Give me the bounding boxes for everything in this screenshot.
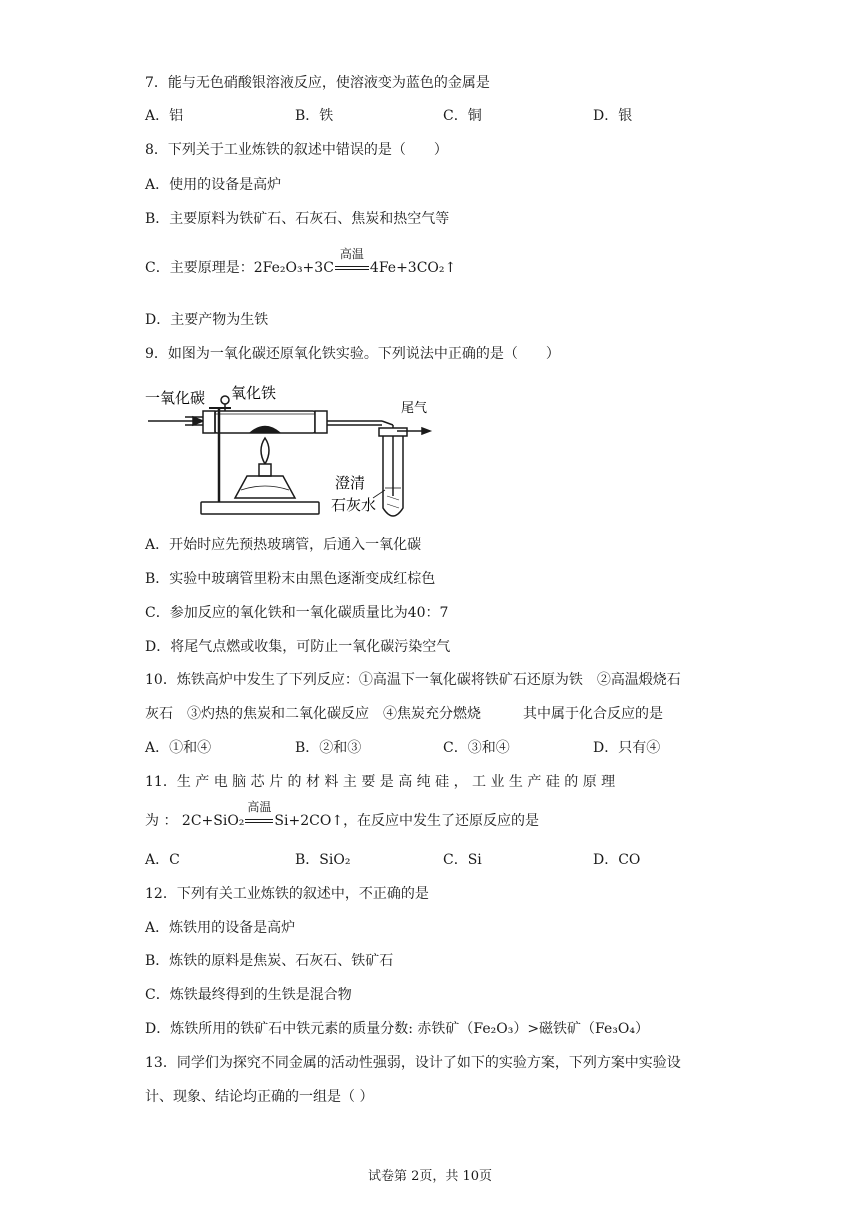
q8-stem: 8．下列关于工业炼铁的叙述中错误的是（ ） [145, 142, 448, 158]
q8-option-c [145, 247, 457, 278]
q12-option-a: A．炼铁用的设备是高炉 [145, 920, 296, 936]
q9-option-d: D．将尾气点燃或收集，可防止一氧化碳污染空气 [145, 639, 451, 655]
q7-option-d: D．银 [593, 108, 633, 124]
limewater-label-2: 石灰水 [331, 496, 377, 514]
q9-option-b: B．实验中玻璃管里粉末由黑色逐渐变成红棕色 [145, 571, 436, 587]
q8-equation-left: 2Fe₂O₃+3C [253, 260, 334, 276]
q13-stem-line1: 13．同学们为探究不同金属的活动性强弱，设计了如下的实验方案，下列方案中实验设 [145, 1055, 681, 1071]
q11-stem-line1: 11．生 产 电 脑 芯 片 的 材 料 主 要 是 高 纯 硅 ， 工 业 生 产 硅 的 原 理 [145, 774, 616, 790]
q11-line2-prefix: 为 ： [145, 813, 178, 829]
q12-option-d: D．炼铁所用的铁矿石中铁元素的质量分数: 赤铁矿（Fe₂O₃）>磁铁矿（Fe₃O₄） [145, 1021, 649, 1037]
q11-equation-condition: 高温 [247, 800, 272, 814]
q13-stem-line2: 计、现象、结论均正确的一组是（ ） [145, 1089, 374, 1105]
q11-equation-left: 2C+SiO₂ [181, 813, 245, 829]
q10-option-a: A．①和④ [145, 740, 212, 756]
q11-line2-suffix: ，在反应中发生了还原反应的是 [343, 813, 540, 829]
co-reduction-apparatus-figure [145, 378, 445, 524]
q7-option-b: B．铁 [295, 108, 334, 124]
q11-option-d: D．CO [593, 852, 641, 868]
q12-option-b: B．炼铁的原料是焦炭、石灰石、铁矿石 [145, 953, 394, 969]
q10-stem-line2: 灰石 ③灼热的焦炭和二氧化碳反应 ④焦炭充分燃烧 其中属于化合反应的是 [145, 706, 663, 722]
q9-option-c: C．参加反应的氧化铁和一氧化碳质量比为40：7 [145, 605, 449, 621]
q11-option-b: B．SiO₂ [295, 852, 351, 868]
q11-equation-right: Si+2CO↑ [274, 813, 344, 829]
reaction-arrow-icon [335, 247, 369, 278]
q10-option-c: C．③和④ [443, 740, 510, 756]
iron-oxide-label: 氧化铁 [231, 384, 277, 402]
q8-option-a: A．使用的设备是高炉 [145, 177, 282, 193]
page-footer: 试卷第 2页，共 10页 [367, 1169, 493, 1184]
q8-option-b: B．主要原料为铁矿石、石灰石、焦炭和热空气等 [145, 211, 450, 227]
q9-stem: 9．如图为一氧化碳还原氧化铁实验。下列说法中正确的是（ ） [145, 346, 560, 362]
q7-option-c: C．铜 [443, 108, 482, 124]
q9-option-a: A．开始时应先预热玻璃管，后通入一氧化碳 [145, 537, 422, 553]
q8-equation-right: 4Fe+3CO₂↑ [369, 260, 457, 276]
q8-equation-condition: 高温 [339, 247, 364, 261]
q8-option-d: D．主要产物为生铁 [145, 312, 269, 328]
limewater-label-1: 澄清 [335, 474, 366, 492]
co-label: 一氧化碳 [145, 389, 206, 407]
exhaust-label: 尾气 [401, 401, 428, 416]
q11-option-a: A．C [145, 852, 180, 868]
q10-stem-line1: 10．炼铁高炉中发生了下列反应：①高温下一氧化碳将铁矿石还原为铁 ②高温煅烧石 [145, 672, 681, 688]
q10-option-b: B．②和③ [295, 740, 362, 756]
q7-stem: 7．能与无色硝酸银溶液反应，使溶液变为蓝色的金属是 [145, 75, 490, 91]
reaction-arrow-icon [245, 800, 273, 831]
q11-stem-line2 [145, 800, 540, 831]
q11-option-c: C．Si [443, 852, 482, 868]
q12-stem: 12．下列有关工业炼铁的叙述中，不正确的是 [145, 886, 429, 902]
q7-option-a: A．铝 [145, 108, 184, 124]
q12-option-c: C．炼铁最终得到的生铁是混合物 [145, 987, 352, 1003]
q8-option-c-prefix: C．主要原理是： [145, 260, 254, 276]
q10-option-d: D．只有④ [593, 740, 661, 756]
